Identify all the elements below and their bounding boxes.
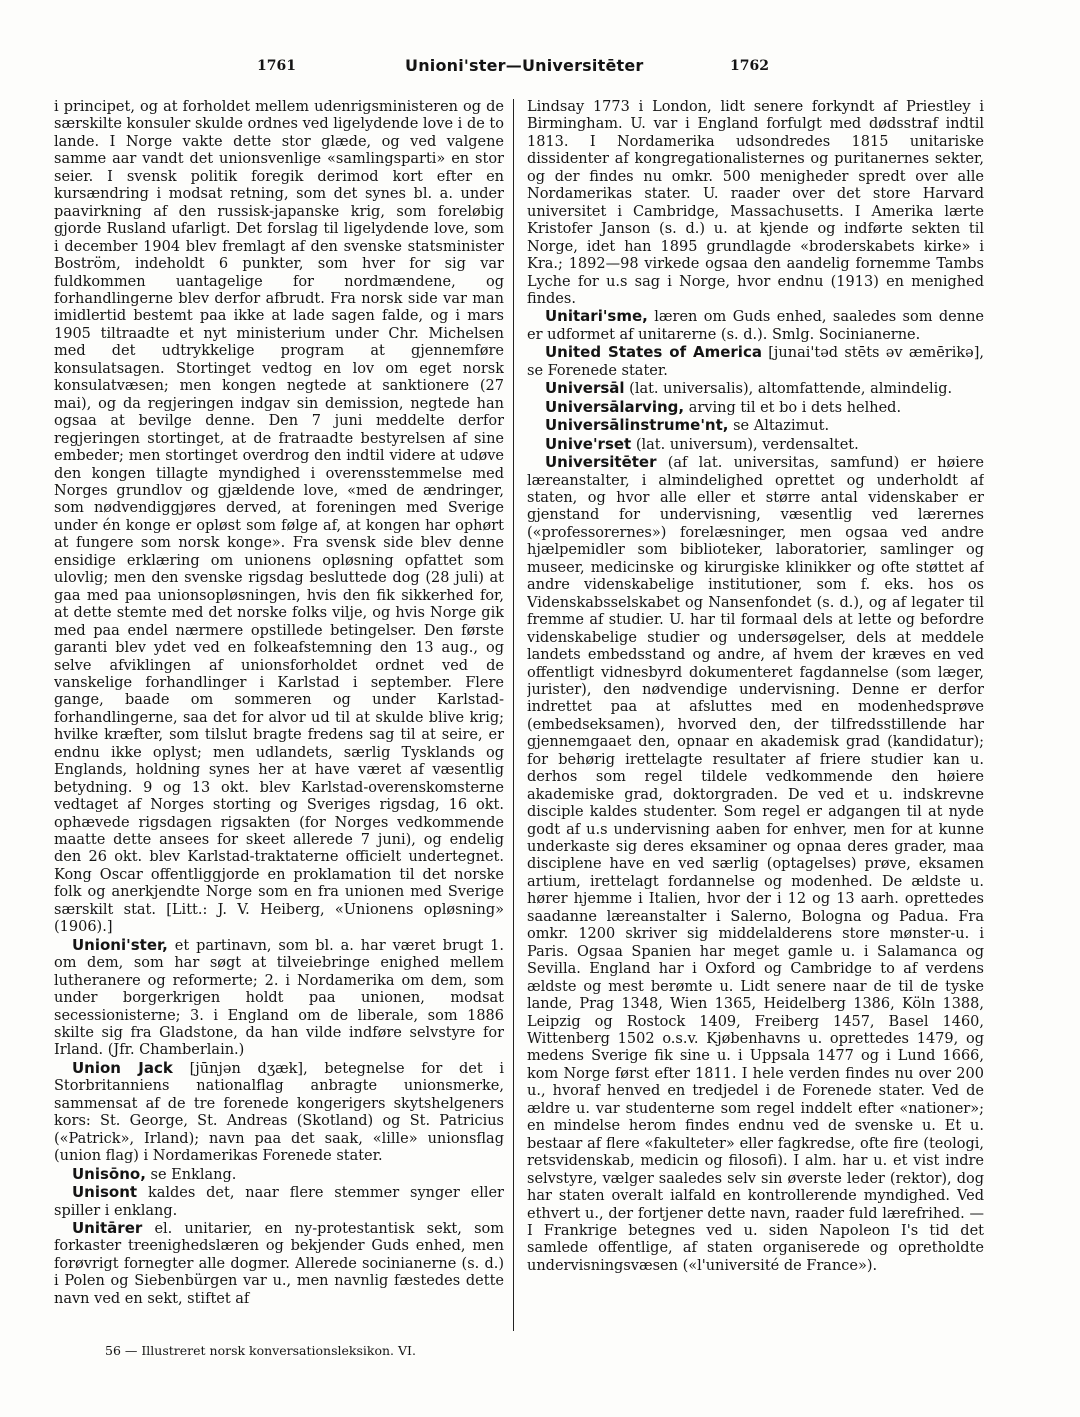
entry-text: (af lat. universitas, samfund) er høiere læreanstalter, i almindelighed oprettet og underholdt af staten, og hvor alle eller et større antal videnskaber er gjenstand for undervisning, væsentlig ved lærernes («professorernes») forelæsninger, men ogsaa ved andre hjælpemidler som biblioteker, laboratorier, samlinger og museer, medicinske og kirurgiske klinikker og ofte støttet af andre videnskabelige institutioner, som f. eks. hos os Videnskabsselskabet og Nansenfondet (s. d.), og af legater til fremme af studier. U. har til formaal dels at lette og befordre videnskabelige studier og undersøgelser, dels at meddele landets embedsstand og andre, af hvem der kræves en ved offentligt vidnesbyrd dokumenteret fagdannelse (som læger, jurister), den nødvendige undervisning. Denne er derfor indrettet paa at afsluttes med en modenhedsprøve (embedseksamen), hvorved den, der tilfredsstillende har gjennemgaaet den, opnaar en akademisk grad (kandidatur); for behørig irettelagte resultater af friere studier kan u. derhos som regel tildele vedkommende den høiere akademiske grad, doktorgraden. De ved et u. indskrevne disciple kaldes studenter. Som regel er adgangen til at nyde godt af u.s undervisning aaben for enhver, men for at kunne underkaste sig deres eksaminer og opnaa deres grader, maa disciplene have en ved særlig (optagelses) prøve, eksamen artium, irettelagt fordannelse og modenhed. De ældste u. hører hjemme i Italien, hvor der i 12 og 13 aarh. oprettedes saadanne læreanstalter i Salerno, Bologna og Padua. Fra omkr. 1200 skriver sig middelalderens store mønster-u. i Paris. Ogsaa Spanien har meget gamle u. i Salamanca og Sevilla. England har i Oxford og Cambridge to af verdens ældste og mest berømte u. Lidt senere naar de til de tyske lande, Prag 1348, Wien 1365, Heidelberg 1386, Köln 1388, Leipzig og Rostock 1409, Freiberg 1457, Basel 1460, Wittenberg 1502 o.s.v. Kjøbenhavns u. oprettedes 1479, og medens Sverige fik sine u. i Uppsala 1477 og i Lund 1666, kom Norge først efter 1811. I hele verden findes nu over 200 u., hvoraf henved en tredjedel i de Forenede stater. Ved de ældre u. var studenterne som regel inddelt efter «nationer»; en mindelse herom findes endnu ved de svenske u. Et u. bestaar af flere «fakulteter» eller fagkredse, ofte fire (teologi, retsvidenskab, medicin og filosofi). I alm. har u. et vist indre selvstyre, vælger saaledes selv sin øverste leder (rektor), dog har staten overalt ialfald en kontrollerende myndighed. Ved ethvert u., der fortjener dette navn, raader fuld lærefrihed. — I Frankrige betegnes ved u. siden Napoleon I's tid det samlede offentlige, af staten organiserede og opretholdte undervisningsvæsen («l'université de France»). [527,455,984,1274]
headword: Unitari'sme, [545,307,648,326]
entry-text: (lat. universalis), altomfattende, almindelig. [629,381,953,398]
entry-universal [527,380,984,398]
entry-text: [jūnjən dʒæk], betegnelse for det i Storbritanniens nationalflag anbragte unionsmerke, sammensat af de tre forenede kongerigers skytshelgeners kors: St. George, St. Andreas (Skotland) og St. Patricius («Patrick», Irland); navn paa det saak, «lille» unionsflag (union flag) i Nordamerikas Forenede stater. [54,1060,504,1165]
sheet-signature: 56 — Illustreret norsk konversationsleksikon. VI. [105,1343,416,1358]
entry-text: arving til et bo i dets helhed. [688,399,902,416]
entry-unitarer [54,1220,504,1308]
entry-text: et partinavn, som bl. a. har været brugt 1. om dem, som har søgt at tilveiebringe enighed mellem lutheranere og reformerte; 2. i Nordamerika om dem, som under borgerkrigen holdt paa unionen, modsat secessionisterne; 3. i England om de liberale, som 1886 skilte sig fra Gladstone, da han vilde indføre selvstyre for Irland. (Jfr. Chamberlain.) [54,937,504,1059]
headword: United States of America [545,343,762,362]
right-column [527,99,984,1333]
headword: Unioni'ster, [72,935,168,954]
headword: Universālarving, [545,397,685,416]
headword: Unisōno, [72,1164,146,1183]
headword: Universāl [545,379,625,398]
continuation-text: i principet, og at forholdet mellem udenrigsministeren og de særskilte konsuler skulde ordnes ved ligelydende love i de to lande. I Norge vakte dette stor glæde, og ved valgene samme aar vandt det unionsvenlige «samlingsparti» en stor seier. I svensk politik foregik derimod kort efter en kursændring i modsat retning, som det synes bl. a. under paavirkning af den russisk-japanske krig, som foreløbig gjorde Rusland ufarligt. Det forslag til ligelydende love, som i december 1904 blev fremlagt af den svenske statsminister Boström, indeholdt 6 punkter, som hver for sig var fuldkommen uantagelige for nordmændene, og forhandlingerne blev derfor afbrudt. Fra norsk side var man imidlertid bestemt paa ikke at lade sagen falde, og i mars 1905 tiltraadte et nyt ministerium under Chr. Michelsen med det udtrykkelige program at gjennemføre konsulatsagen. Stortinget vedtog en lov om eget norsk konsulatvæsen; men kongen negtede at sanktionere (27 mai), og da regjeringen indgav sin demission, negtede han ogsaa at bevilge denne. Den 7 juni meddelte derfor regjeringen stortinget, at de fratraadte bestyrelsen af sine embeder; men stortinget overdrog den indtil videre at udøve den kongen tillagte myndighed i overensstemmelse med Norges grundlov og gjældende love, «med de ændringer, som nødvendiggjøres derved, at foreningen med Sverige under én konge er opløst som følge af, at kongen har ophørt at fungere som norsk konge». Fra svensk side blev denne ensidige erklæring om unionens opløsning opfattet som ulovlig; men den svenske rigsdag besluttede dog (28 juli) at gaa med paa unionsopløsningen, hvis den fik sikkerhed for, at dette stemte med det norske folks vilje, og hvis Norge gik med paa endel nærmere opstillede betingelser. Den første garanti blev ydet ved en folkeafstemning den 13 aug., og selve afviklingen af unionsforholdet ordnet ved de vanskelige forhandlinger i Karlstad i september. Flere gange, baade om sommeren og under Karlstad-forhandlingerne, saa det for alvor ud til at skulde blive krig; hvilke kræfter, som tilslut bragte fredens sag til at seire, er endnu ikke oplyst; men udlandets, særlig Tysklands og Englands, holdning synes her at have været af væsentlig betydning. 9 og 13 okt. blev Karlstad-overenskomsterne vedtaget af Norges storting og Sveriges rigsdag, 16 okt. ophævede rigsdagen rigsakten (for Norges vedkommende maatte dette ansees for skeet allerede 7 juni), og endelig den 26 okt. blev Karlstad-traktaterne officielt undertegnet. Kong Oscar offentliggjorde en proklamation til det norske folk og anerkjendte Norge som en fra unionen med Sverige særskilt stat. [Litt.: J. V. Heiberg, «Unionens opløsning» (1906).] [54,99,504,936]
entry-text: [junai'təd stēts əv æmērikə], se Forenede stater. [527,345,984,379]
entry-unisont [54,1184,504,1220]
entry-text: (lat. universum), verdensaltet. [635,436,859,453]
running-header [0,58,1080,82]
headword: Universitēter [545,453,657,472]
headword: Universālinstrume'nt, [545,416,729,435]
entry-universalarving [527,399,984,417]
entry-text: el. unitarier, en ny-protestantisk sekt, som forkaster treenighedslæren og bekjender Guds enhed, men forøvrigt fornegter alle dogmer. Allerede socinianerne (s. d.) i Polen og Siebenbürgen var u., men navnlig fæstedes dette navn ved en sekt, stiftet af [54,1221,504,1307]
entry-united-states [527,344,984,380]
entry-universalinstrument [527,417,984,435]
entry-text: kaldes det, naar flere stemmer synger eller spiller i enklang. [54,1185,504,1219]
entry-text: læren om Guds enhed, saaledes som denne er udformet af unitarerne (s. d.). Smlg. Socinianerne. [527,309,984,343]
entry-text: se Enklang. [150,1166,237,1183]
headword: Unive'rset [545,434,632,453]
headword: Unisont [72,1183,138,1202]
entry-union-jack [54,1060,504,1166]
page-number-right: 1762 [730,58,769,74]
entry-unionister [54,937,504,1060]
headword: Unitārer [72,1219,143,1237]
continuation-text: Lindsay 1773 i London, lidt senere forkyndt af Priestley i Birmingham. U. var i England forfulgt med dødsstraf indtil 1813. I Nordamerika udsondredes 1815 unitariske dissidenter af kongregationalisternes og puritanernes sekter, og der findes nu omkr. 500 menigheder spredt over alle Nordamerikas stater. U. raader over det store Harvard universitet i Cambridge, Massachusetts. I Amerika lærte Kristofer Janson (s. d.) u. at kjende og indførte sekten til Norge, idet han 1895 grundlagde «broderskabets kirke» i Kra.; 1892—98 virkede ogsaa den aandelig fornemme Tambs Lyche for u.s sag i Norge, hvor endnu (1913) en menighed findes. [527,99,984,307]
entry-text: se Altazimut. [733,418,830,435]
running-title: Unioni'ster—Universitēter [405,56,644,75]
left-column [54,99,504,1333]
entry-unisono [54,1166,504,1184]
entry-universiteter [527,454,984,1275]
page-number-left: 1761 [257,58,296,74]
column-divider [513,99,514,1331]
headword: Union Jack [72,1058,173,1077]
entry-universet [527,436,984,454]
entry-unitarisme [527,308,984,344]
